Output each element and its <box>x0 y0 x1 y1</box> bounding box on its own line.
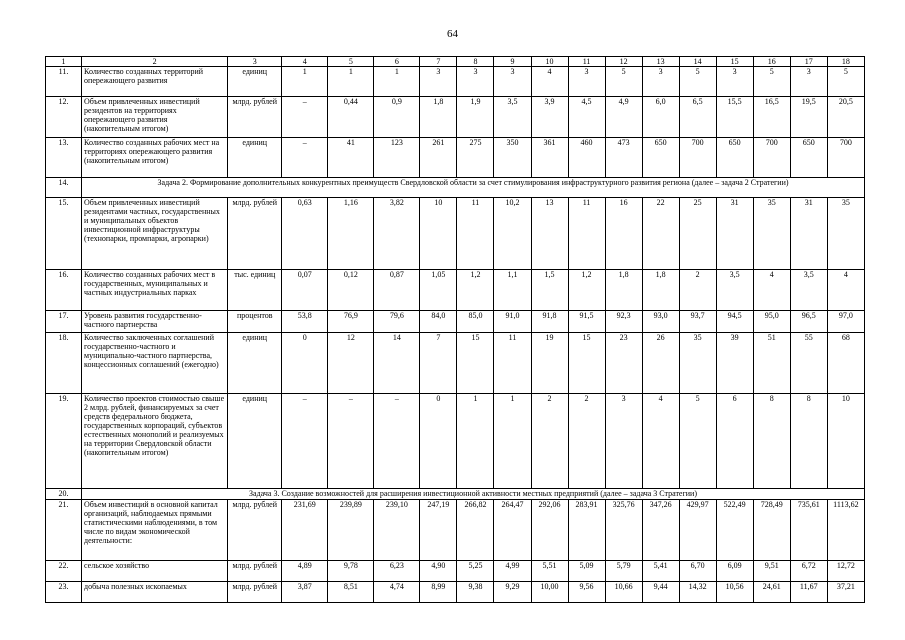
value-cell: 14,32 <box>679 582 716 603</box>
value-cell: 92,3 <box>605 311 642 333</box>
value-cell: 700 <box>827 138 864 178</box>
indicator-name: Количество созданных территорий опережающего развития <box>82 67 228 97</box>
value-cell: 22 <box>642 198 679 270</box>
value-cell: 361 <box>531 138 568 178</box>
value-cell: 9,38 <box>457 582 494 603</box>
table-row <box>46 311 865 333</box>
unit-cell: тыс. единиц <box>228 270 282 311</box>
indicator-name: добыча полезных ископаемых <box>82 582 228 603</box>
value-cell: 91,0 <box>494 311 531 333</box>
value-cell: 0,9 <box>374 97 420 138</box>
value-cell: 91,5 <box>568 311 605 333</box>
value-cell: – <box>328 394 374 489</box>
value-cell: 1,8 <box>605 270 642 311</box>
value-cell: – <box>282 138 328 178</box>
task-heading: Задача 2. Формирование дополнительных конкурентных преимуществ Свердловской области за счет стимулирования инфраструктурного развития региона (далее – задача 2 Стратегии) <box>82 178 865 198</box>
value-cell: 650 <box>790 138 827 178</box>
value-cell: 700 <box>679 138 716 178</box>
value-cell: 5 <box>679 67 716 97</box>
value-cell: 1113,62 <box>827 500 864 561</box>
unit-cell: млрд. рублей <box>228 561 282 582</box>
row-number: 14. <box>46 178 82 198</box>
task-heading: Задача 3. Создание возможностей для расширения инвестиционной активности местных предприятий (далее – задача 3 Стратегии) <box>82 489 865 500</box>
value-cell: 6,72 <box>790 561 827 582</box>
value-cell: 1,2 <box>457 270 494 311</box>
table-row <box>46 394 865 489</box>
value-cell: 728,49 <box>753 500 790 561</box>
value-cell: 2 <box>568 394 605 489</box>
value-cell: 13 <box>531 198 568 270</box>
value-cell: 0,63 <box>282 198 328 270</box>
value-cell: 3 <box>494 67 531 97</box>
indicator-name: Количество созданных рабочих мест в государственных, муниципальных и частных индустриальных парках <box>82 270 228 311</box>
value-cell: – <box>374 394 420 489</box>
value-cell: 5 <box>827 67 864 97</box>
value-cell: 85,0 <box>457 311 494 333</box>
unit-cell: единиц <box>228 394 282 489</box>
value-cell: 6,23 <box>374 561 420 582</box>
header-cell: 12 <box>605 57 642 67</box>
header-cell: 7 <box>420 57 457 67</box>
value-cell: 7 <box>420 333 457 394</box>
value-cell: 11 <box>494 333 531 394</box>
value-cell: 9,78 <box>328 561 374 582</box>
value-cell: 522,49 <box>716 500 753 561</box>
value-cell: 4,9 <box>605 97 642 138</box>
header-cell: 4 <box>282 57 328 67</box>
value-cell: 91,8 <box>531 311 568 333</box>
value-cell: 0 <box>420 394 457 489</box>
value-cell: 11 <box>457 198 494 270</box>
value-cell: 6,0 <box>642 97 679 138</box>
value-cell: 292,06 <box>531 500 568 561</box>
value-cell: 1 <box>282 67 328 97</box>
value-cell: 0,07 <box>282 270 328 311</box>
value-cell: 24,61 <box>753 582 790 603</box>
header-cell: 1 <box>46 57 82 67</box>
value-cell: 735,61 <box>790 500 827 561</box>
value-cell: 10 <box>420 198 457 270</box>
value-cell: 1 <box>457 394 494 489</box>
header-row <box>46 57 865 67</box>
value-cell: 9,44 <box>642 582 679 603</box>
value-cell: 4,89 <box>282 561 328 582</box>
row-number: 17. <box>46 311 82 333</box>
value-cell: 3 <box>605 394 642 489</box>
value-cell: 68 <box>827 333 864 394</box>
unit-cell: процентов <box>228 311 282 333</box>
value-cell: 10,66 <box>605 582 642 603</box>
value-cell: 31 <box>716 198 753 270</box>
row-number: 23. <box>46 582 82 603</box>
value-cell: 231,69 <box>282 500 328 561</box>
value-cell: 1,2 <box>568 270 605 311</box>
value-cell: 15 <box>568 333 605 394</box>
value-cell: 5,41 <box>642 561 679 582</box>
value-cell: 10,00 <box>531 582 568 603</box>
value-cell: 97,0 <box>827 311 864 333</box>
value-cell: 23 <box>605 333 642 394</box>
header-cell: 11 <box>568 57 605 67</box>
value-cell: 1 <box>494 394 531 489</box>
value-cell: 239,89 <box>328 500 374 561</box>
row-number: 12. <box>46 97 82 138</box>
value-cell: 25 <box>679 198 716 270</box>
value-cell: 1,9 <box>457 97 494 138</box>
indicator-name: Количество созданных рабочих мест на территориях опережающего развития (накопительным итогом) <box>82 138 228 178</box>
indicator-name: Объем привлеченных инвестиций резидентами частных, государственных и муниципальных объектов инвестиционной инфраструктуры (технопарки, промпарки, агропарки) <box>82 198 228 270</box>
value-cell: 2 <box>679 270 716 311</box>
value-cell: 1,5 <box>531 270 568 311</box>
value-cell: 12,72 <box>827 561 864 582</box>
value-cell: 3 <box>457 67 494 97</box>
value-cell: 12 <box>328 333 374 394</box>
row-number: 22. <box>46 561 82 582</box>
value-cell: 94,5 <box>716 311 753 333</box>
value-cell: 2 <box>531 394 568 489</box>
value-cell: – <box>282 97 328 138</box>
value-cell: 1,16 <box>328 198 374 270</box>
indicator-name: Количество заключенных соглашений государственно-частного и муниципально-частного партнерства, концессионных соглашений (ежегодно) <box>82 333 228 394</box>
header-cell: 5 <box>328 57 374 67</box>
header-cell: 8 <box>457 57 494 67</box>
indicators-table <box>45 56 865 603</box>
value-cell: 3 <box>716 67 753 97</box>
value-cell: 5,79 <box>605 561 642 582</box>
value-cell: 8 <box>790 394 827 489</box>
page-number: 64 <box>447 28 458 40</box>
row-number: 19. <box>46 394 82 489</box>
value-cell: 31 <box>790 198 827 270</box>
value-cell: 8,99 <box>420 582 457 603</box>
header-cell: 17 <box>790 57 827 67</box>
row-number: 18. <box>46 333 82 394</box>
value-cell: 3 <box>790 67 827 97</box>
value-cell: 16,5 <box>753 97 790 138</box>
value-cell: 1 <box>374 67 420 97</box>
row-number: 11. <box>46 67 82 97</box>
header-cell: 18 <box>827 57 864 67</box>
value-cell: 11 <box>568 198 605 270</box>
value-cell: 15,5 <box>716 97 753 138</box>
unit-cell: млрд. рублей <box>228 500 282 561</box>
value-cell: 19,5 <box>790 97 827 138</box>
value-cell: 239,10 <box>374 500 420 561</box>
value-cell: 96,5 <box>790 311 827 333</box>
indicator-name: сельское хозяйство <box>82 561 228 582</box>
value-cell: 3,9 <box>531 97 568 138</box>
value-cell: 1 <box>328 67 374 97</box>
unit-cell: млрд. рублей <box>228 198 282 270</box>
table-row <box>46 582 865 603</box>
value-cell: 9,56 <box>568 582 605 603</box>
value-cell: 4 <box>531 67 568 97</box>
table-row <box>46 178 865 198</box>
value-cell: 10,2 <box>494 198 531 270</box>
value-cell: 93,7 <box>679 311 716 333</box>
value-cell: 35 <box>679 333 716 394</box>
indicator-name: Объем инвестиций в основной капитал организаций, наблюдаемых прямыми статистическими наблюдениями, в том числе по видам экономической деятельности: <box>82 500 228 561</box>
value-cell: 460 <box>568 138 605 178</box>
unit-cell: млрд. рублей <box>228 97 282 138</box>
header-cell: 13 <box>642 57 679 67</box>
value-cell: 325,76 <box>605 500 642 561</box>
value-cell: 4,99 <box>494 561 531 582</box>
value-cell: 10,56 <box>716 582 753 603</box>
value-cell: 1,8 <box>420 97 457 138</box>
table-row <box>46 138 865 178</box>
unit-cell: единиц <box>228 138 282 178</box>
value-cell: 123 <box>374 138 420 178</box>
value-cell: 41 <box>328 138 374 178</box>
value-cell: 4,74 <box>374 582 420 603</box>
header-cell: 2 <box>82 57 228 67</box>
value-cell: 5 <box>753 67 790 97</box>
value-cell: 3 <box>568 67 605 97</box>
row-number: 13. <box>46 138 82 178</box>
value-cell: 283,91 <box>568 500 605 561</box>
value-cell: 14 <box>374 333 420 394</box>
header-cell: 9 <box>494 57 531 67</box>
table-row <box>46 500 865 561</box>
value-cell: 37,21 <box>827 582 864 603</box>
unit-cell: млрд. рублей <box>228 582 282 603</box>
value-cell: 3 <box>420 67 457 97</box>
value-cell: 473 <box>605 138 642 178</box>
value-cell: 4 <box>642 394 679 489</box>
value-cell: 261 <box>420 138 457 178</box>
value-cell: 51 <box>753 333 790 394</box>
value-cell: 0,87 <box>374 270 420 311</box>
header-cell: 6 <box>374 57 420 67</box>
value-cell: 4,90 <box>420 561 457 582</box>
value-cell: 0,12 <box>328 270 374 311</box>
value-cell: 5,09 <box>568 561 605 582</box>
value-cell: 264,47 <box>494 500 531 561</box>
header-cell: 15 <box>716 57 753 67</box>
header-cell: 16 <box>753 57 790 67</box>
value-cell: 15 <box>457 333 494 394</box>
value-cell: 347,26 <box>642 500 679 561</box>
value-cell: 4 <box>753 270 790 311</box>
value-cell: 39 <box>716 333 753 394</box>
value-cell: 76,9 <box>328 311 374 333</box>
value-cell: 35 <box>753 198 790 270</box>
value-cell: 4 <box>827 270 864 311</box>
table-row <box>46 561 865 582</box>
value-cell: 650 <box>642 138 679 178</box>
row-number: 16. <box>46 270 82 311</box>
value-cell: 95,0 <box>753 311 790 333</box>
value-cell: 9,29 <box>494 582 531 603</box>
value-cell: 1,1 <box>494 270 531 311</box>
value-cell: 0,44 <box>328 97 374 138</box>
table-row <box>46 270 865 311</box>
value-cell: 6,70 <box>679 561 716 582</box>
value-cell: 79,6 <box>374 311 420 333</box>
row-number: 21. <box>46 500 82 561</box>
value-cell: 55 <box>790 333 827 394</box>
value-cell: 6 <box>716 394 753 489</box>
value-cell: 19 <box>531 333 568 394</box>
value-cell: 5,25 <box>457 561 494 582</box>
indicator-name: Уровень развития государственно-частного партнерства <box>82 311 228 333</box>
row-number: 20. <box>46 489 82 500</box>
value-cell: 4,5 <box>568 97 605 138</box>
value-cell: 1,8 <box>642 270 679 311</box>
value-cell: 3 <box>642 67 679 97</box>
table-row <box>46 67 865 97</box>
value-cell: 8,51 <box>328 582 374 603</box>
value-cell: 3,87 <box>282 582 328 603</box>
row-number: 15. <box>46 198 82 270</box>
table-row <box>46 198 865 270</box>
value-cell: 1,05 <box>420 270 457 311</box>
value-cell: 6,09 <box>716 561 753 582</box>
value-cell: 10 <box>827 394 864 489</box>
unit-cell: единиц <box>228 67 282 97</box>
table-row <box>46 489 865 500</box>
value-cell: 275 <box>457 138 494 178</box>
value-cell: 35 <box>827 198 864 270</box>
value-cell: 9,51 <box>753 561 790 582</box>
value-cell: 0 <box>282 333 328 394</box>
value-cell: 53,8 <box>282 311 328 333</box>
value-cell: 20,5 <box>827 97 864 138</box>
table-row <box>46 97 865 138</box>
value-cell: 26 <box>642 333 679 394</box>
value-cell: 84,0 <box>420 311 457 333</box>
value-cell: 5,51 <box>531 561 568 582</box>
header-cell: 3 <box>228 57 282 67</box>
value-cell: – <box>282 394 328 489</box>
value-cell: 6,5 <box>679 97 716 138</box>
value-cell: 700 <box>753 138 790 178</box>
value-cell: 8 <box>753 394 790 489</box>
value-cell: 429,97 <box>679 500 716 561</box>
header-cell: 10 <box>531 57 568 67</box>
value-cell: 5 <box>605 67 642 97</box>
unit-cell: единиц <box>228 333 282 394</box>
indicator-name: Количество проектов стоимостью свыше 2 млрд. рублей, финансируемых за счет средств федерального бюджета, государственных корпораций, субъектов естественных монополий и реализуемых на территории Свердловской области (накопительным итогом) <box>82 394 228 489</box>
value-cell: 3,5 <box>716 270 753 311</box>
value-cell: 93,0 <box>642 311 679 333</box>
value-cell: 266,82 <box>457 500 494 561</box>
value-cell: 5 <box>679 394 716 489</box>
value-cell: 16 <box>605 198 642 270</box>
value-cell: 11,67 <box>790 582 827 603</box>
value-cell: 3,5 <box>790 270 827 311</box>
table-row <box>46 333 865 394</box>
value-cell: 3,5 <box>494 97 531 138</box>
value-cell: 350 <box>494 138 531 178</box>
indicator-name: Объем привлеченных инвестиций резидентов на территориях опережающего развития (накопительным итогом) <box>82 97 228 138</box>
value-cell: 650 <box>716 138 753 178</box>
value-cell: 247,19 <box>420 500 457 561</box>
header-cell: 14 <box>679 57 716 67</box>
value-cell: 3,82 <box>374 198 420 270</box>
